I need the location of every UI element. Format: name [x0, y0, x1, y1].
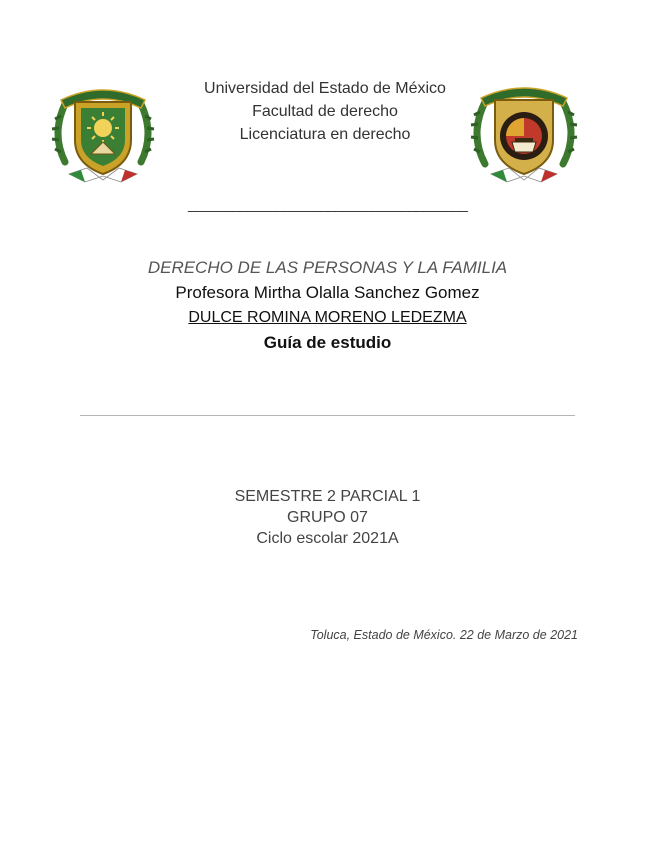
student-name: DULCE ROMINA MORENO LEDEZMA: [188, 309, 467, 326]
horizontal-rule: [80, 415, 575, 416]
title-block: [60, 255, 595, 356]
cycle-text: Ciclo escolar 2021A: [256, 530, 399, 547]
university-crest-icon: [47, 82, 159, 186]
institution-header: [160, 77, 490, 146]
semester-text: SEMESTRE 2 PARCIAL 1: [234, 488, 421, 505]
document-type: Guía de estudio: [263, 333, 392, 352]
group-text: GRUPO 07: [287, 509, 368, 526]
faculty-crest-icon: [467, 80, 581, 188]
subject-title: DERECHO DE LAS PERSONAS Y LA FAMILIA: [147, 258, 508, 277]
place-date: Toluca, Estado de México. 22 de Marzo de 2021: [310, 628, 578, 642]
degree-name: Licenciatura en derecho: [239, 126, 411, 143]
faculty-name: Facultad de derecho: [252, 103, 398, 120]
course-info: [160, 486, 495, 549]
professor-name: Profesora Mirtha Olalla Sanchez Gomez: [175, 283, 480, 302]
university-name: Universidad del Estado de México: [204, 80, 446, 97]
separator-line: ______________________________________: [187, 196, 467, 213]
